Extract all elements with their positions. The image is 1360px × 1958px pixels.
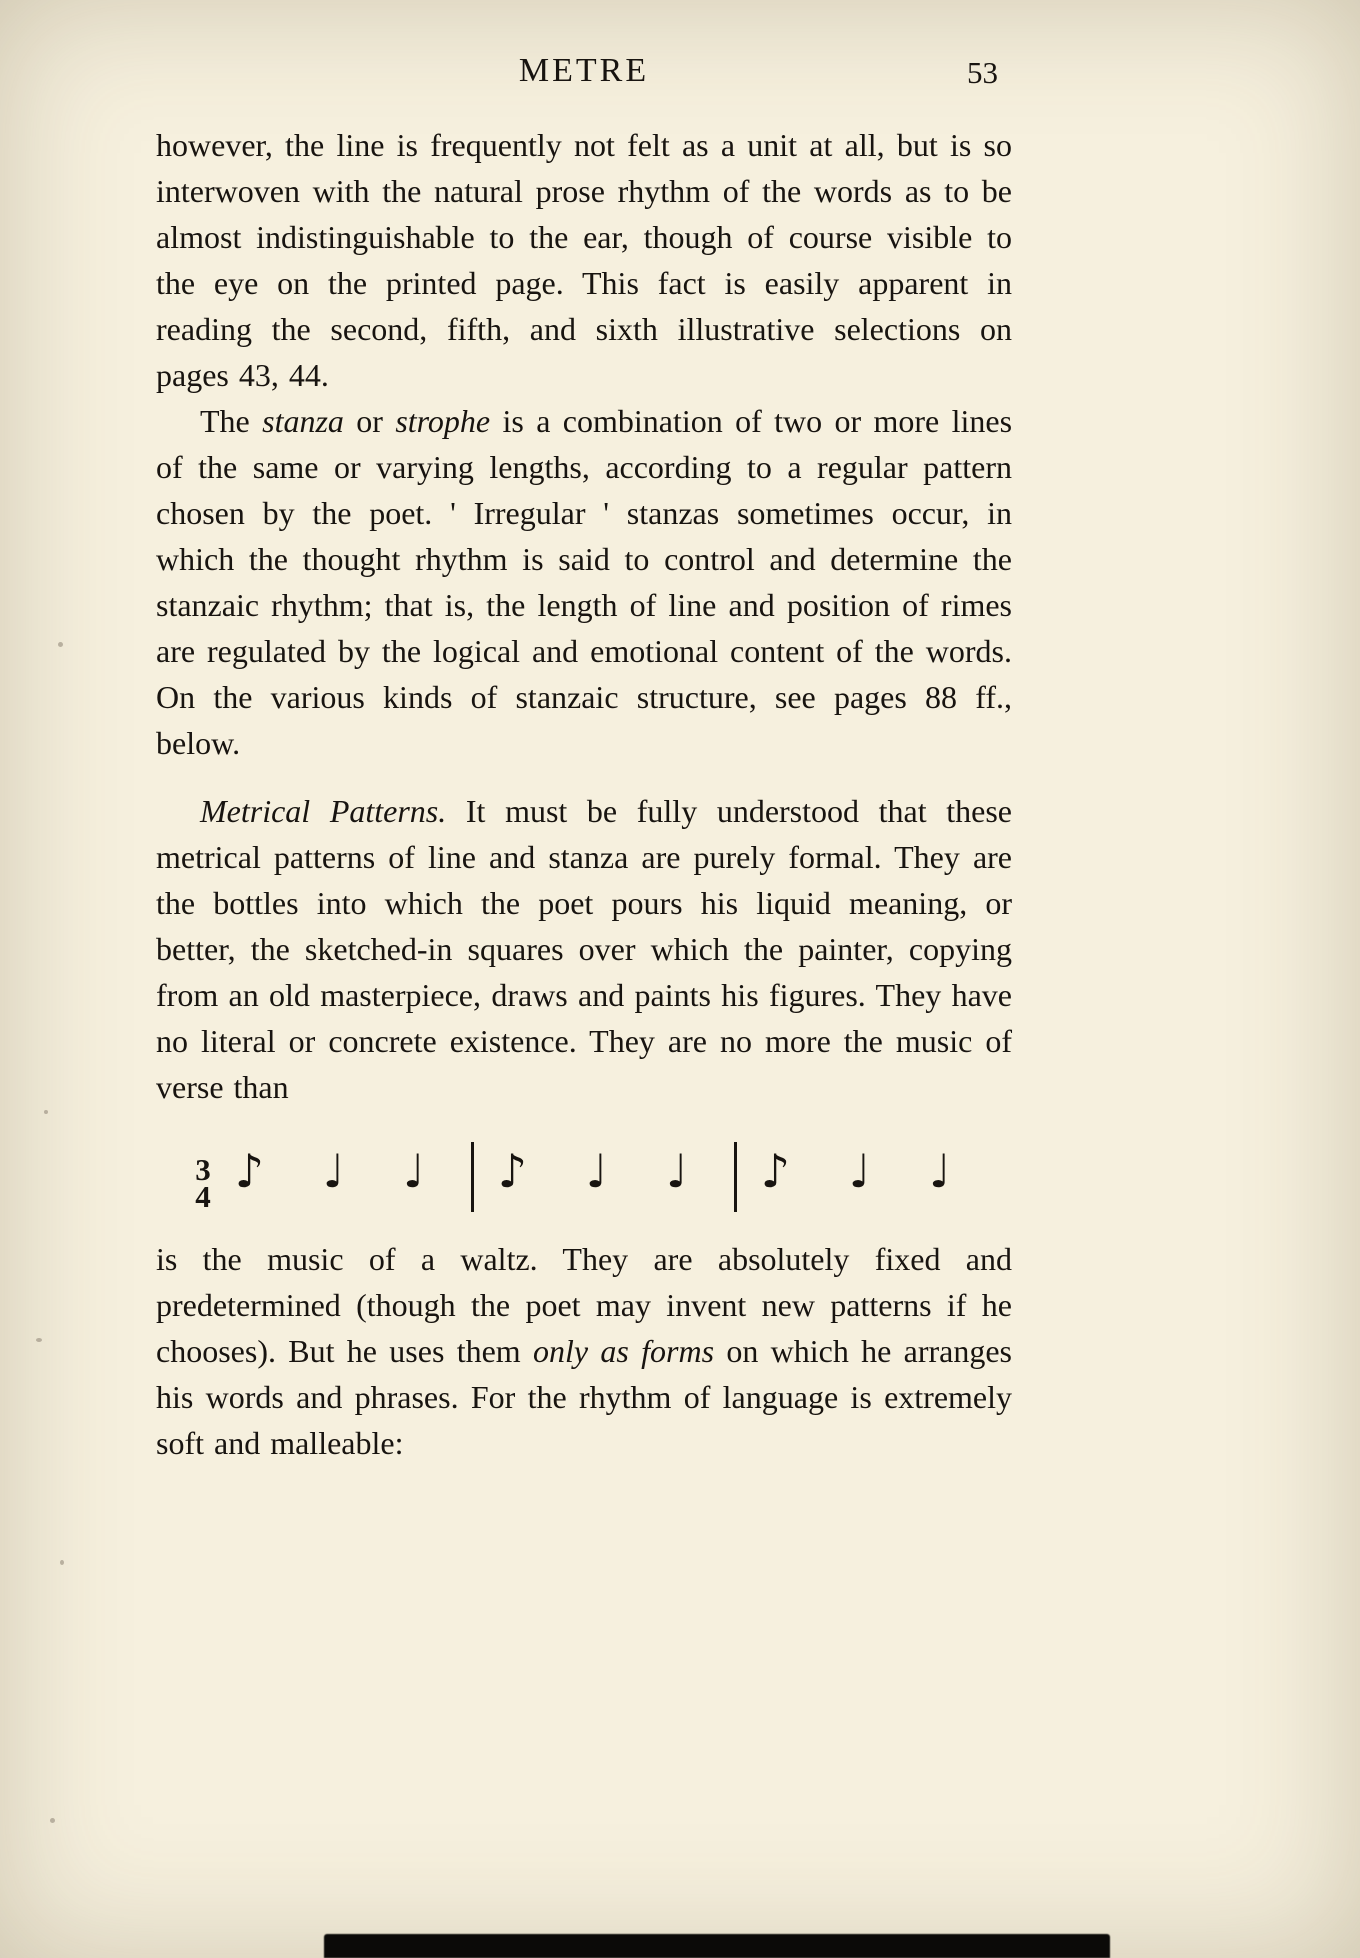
paragraph-metrical-patterns bbox=[156, 788, 1012, 1110]
running-title: METRE bbox=[518, 52, 650, 89]
paragraph-waltz-text-1: is the music of a waltz. They are absolutely fixed and predetermined (though the poet may invent new patterns if he chooses). But he uses them bbox=[156, 1241, 1012, 1369]
paragraph-continuation-text: however, the line is frequently not felt as a unit at all, but is so interwoven with the natural prose rhythm of the words as to be almost indistinguishable to the ear, though of course visible to the eye on the printed page. This fact is easily apparent in reading the second, fifth, and sixth illustrative selections on pages 43, 44. bbox=[156, 127, 1012, 393]
paragraph-metrical-patterns-text: It must be fully understood that these metrical patterns of line and stanza are purely formal. They are the bottles into which the poet pours his liquid meaning, or better, the sketched-in squares over which the painter, copying from an old masterpiece, draws and paints his figures. They have no literal or concrete existence. They are no more the music of verse than bbox=[156, 793, 1013, 1105]
paragraph-waltz bbox=[156, 1236, 1012, 1466]
paragraph-waltz-text-2: on which he arranges his words and phrases. For the rhythm of language is extremely soft and malleable: bbox=[156, 1333, 1012, 1461]
time-signature bbox=[195, 1152, 211, 1214]
music-measure-2: ♪ ♩ ♩ bbox=[497, 1144, 710, 1198]
time-signature-numerator: 3 bbox=[195, 1152, 211, 1187]
paragraph-stanza bbox=[156, 398, 1012, 766]
paragraph-continuation bbox=[156, 122, 1012, 398]
page-content bbox=[156, 52, 1012, 1466]
paragraph-stanza-text-2: or bbox=[343, 403, 396, 439]
page-number: 53 bbox=[967, 55, 998, 90]
paragraph-stanza-text-1: The bbox=[200, 403, 263, 439]
scan-artifact bbox=[44, 1110, 48, 1114]
scan-artifact bbox=[60, 1560, 64, 1565]
barline-icon bbox=[471, 1142, 474, 1212]
time-signature-denominator: 4 bbox=[195, 1179, 211, 1214]
term-only-as-forms: only as forms bbox=[532, 1333, 715, 1369]
barline-icon bbox=[734, 1142, 737, 1212]
page-header bbox=[156, 52, 1012, 104]
scan-artifact bbox=[50, 1818, 55, 1823]
music-measure-3: ♪ ♩ ♩ bbox=[760, 1144, 973, 1198]
term-stanza: stanza bbox=[262, 403, 344, 439]
scan-edge-artifact bbox=[324, 1934, 1110, 1958]
music-measure-1: ♪ ♩ ♩ bbox=[234, 1144, 447, 1198]
term-metrical-patterns: Metrical Patterns. bbox=[200, 793, 447, 829]
scan-artifact bbox=[36, 1338, 42, 1342]
paragraph-stanza-text-3: is a combination of two or more lines of the same or varying lengths, according to a regular pattern chosen by the poet. ' Irregular ' stanzas sometimes occur, in which the thought rhythm is said to control and determine the stanzaic rhythm; that is, the length of line and position of rimes are regulated by the logical and emotional content of the words. On the various kinds of stanzaic structure, see pages 88 ff., below. bbox=[156, 403, 1013, 761]
term-strophe: strophe bbox=[395, 403, 491, 439]
scan-artifact bbox=[58, 642, 63, 647]
music-notation bbox=[156, 1140, 1012, 1214]
